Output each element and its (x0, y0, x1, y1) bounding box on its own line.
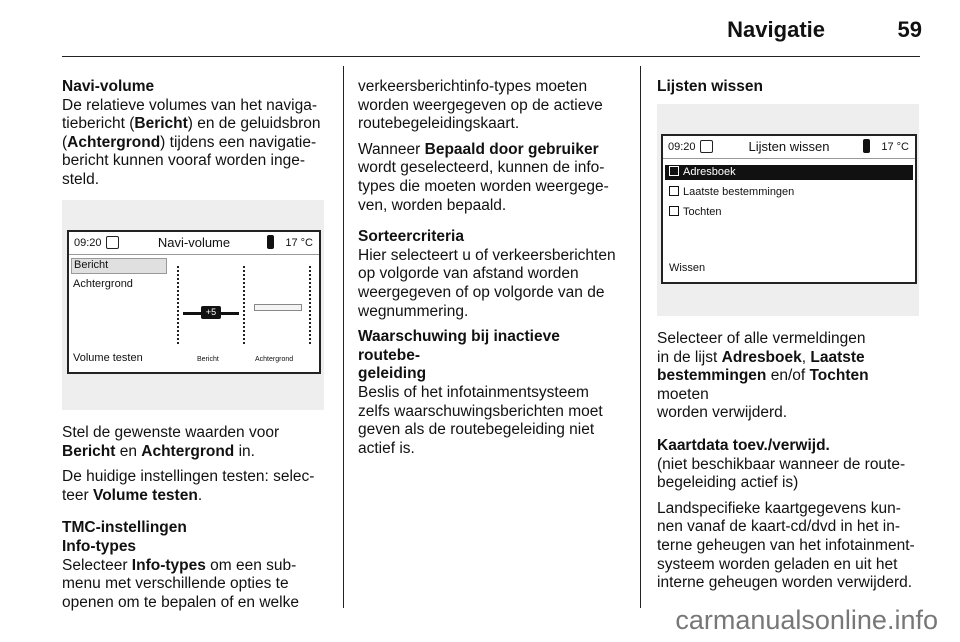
sort-text: Hier selecteert u of verkeersberichten op volgorde van afstand worden weergegeven of op volgorde van de wegnummering. (358, 246, 616, 320)
map-data-note: (niet beschikbaar wanneer de route- begeleiding actief is) (657, 455, 906, 492)
warning-heading: Waarschuwing bij inactieve routebe- geleiding (358, 328, 560, 383)
checkbox-icon (669, 206, 679, 216)
slider-value: +5 (201, 306, 221, 319)
list-item-laatste-bestemmingen[interactable]: Laatste bestemmingen (669, 186, 794, 198)
select-text: Selecteer of alle vermeldingen in de lijst Adresboek, Laatste bestemmingen en/of Tochten moeten worden verwijderd. (657, 330, 869, 422)
lijsten-wissen-screen (661, 134, 917, 284)
thermometer-icon (267, 235, 274, 249)
menu-item-bericht[interactable]: Bericht (71, 258, 167, 274)
slider-track (309, 266, 313, 344)
user-defined-text: Wanneer Bepaald door gebruiker wordt geselecteerd, kunnen de info- types die moeten worden weergege- ven, worden bepaald. (358, 140, 609, 214)
lists-heading: Lijsten wissen (657, 78, 763, 95)
temperature: 17 °C (285, 237, 313, 249)
navi-volume-screen (67, 230, 321, 374)
thermometer-icon (863, 139, 870, 153)
page-title: Navigatie (727, 17, 825, 42)
navi-volume-screenshot (62, 200, 324, 410)
test-settings-text: De huidige instellingen testen: selec- teer Volume testen. (62, 468, 315, 504)
navi-volume-text: De relatieve volumes van het naviga- tiebericht (Bericht) en de geluidsbron (Achtergrond) tijdens een navigatie- bericht kunnen vooraf worden inge- steld. (62, 96, 321, 188)
infotypes-continued: verkeersberichtinfo-types moeten worden weergegeven op de actieve routebegeleidingskaart. (358, 78, 603, 133)
page-header (0, 0, 960, 58)
infotypes-text: Selecteer Info-types om een sub- menu met verschillende opties te openen om te bepalen of en welke (62, 556, 299, 611)
navi-volume-heading: Navi-volume (62, 78, 155, 95)
page-number: 59 (897, 17, 922, 42)
checkbox-checked-icon (669, 166, 679, 176)
tmc-heading: TMC-instellingen (62, 519, 187, 537)
clock-time: 09:20 (74, 237, 102, 249)
checkbox-icon (669, 186, 679, 196)
header-rule (62, 56, 920, 57)
lijsten-wissen-screenshot (657, 104, 919, 316)
screen-title: Navi-volume (157, 235, 231, 250)
column-3 (657, 78, 923, 97)
map-data-heading: Kaartdata toev./verwijd. (657, 436, 830, 454)
set-values-text: Stel de gewenste waarden voor Bericht en Achtergrond in. (62, 424, 280, 460)
column-2 (358, 78, 622, 465)
column-divider (343, 66, 344, 608)
achtergrond-slider[interactable] (254, 304, 302, 311)
screen-title: Lijsten wissen (748, 139, 830, 154)
column-1 (62, 78, 326, 197)
watermark: carmanualsonline.info (675, 605, 938, 635)
slider-track (243, 266, 247, 344)
column-divider (640, 66, 641, 608)
slider-track (177, 266, 181, 344)
wissen-button[interactable]: Wissen (669, 262, 706, 274)
temperature: 17 °C (881, 141, 909, 153)
list-item-adresboek[interactable]: Adresboek (665, 165, 913, 180)
status-bar (69, 232, 319, 255)
slider-label: Bericht (197, 356, 219, 363)
column-1-lower (62, 424, 326, 619)
column-3-lower (657, 330, 923, 600)
menu-item-volume-testen[interactable]: Volume testen (73, 352, 143, 364)
menu-item-achtergrond[interactable]: Achtergrond (73, 278, 133, 290)
list-item-tochten[interactable]: Tochten (669, 206, 722, 218)
sort-heading: Sorteercriteria (358, 228, 464, 246)
clock-time: 09:20 (668, 141, 696, 153)
map-data-text: Landspecifieke kaartgegevens kun- nen vanaf de kaart-cd/dvd in het in- terne geheugen van het infotainment- systeem worden geladen en uit het interne geheugen worden verwijderd. (657, 499, 915, 592)
status-bar (663, 136, 915, 159)
slider-label: Achtergrond (255, 356, 294, 363)
infotypes-heading: Info-types (62, 537, 137, 555)
warning-text: Beslis of het infotainmentsysteem zelfs waarschuwingsberichten moet geven als de routebegeleiding niet actief is. (358, 383, 603, 457)
